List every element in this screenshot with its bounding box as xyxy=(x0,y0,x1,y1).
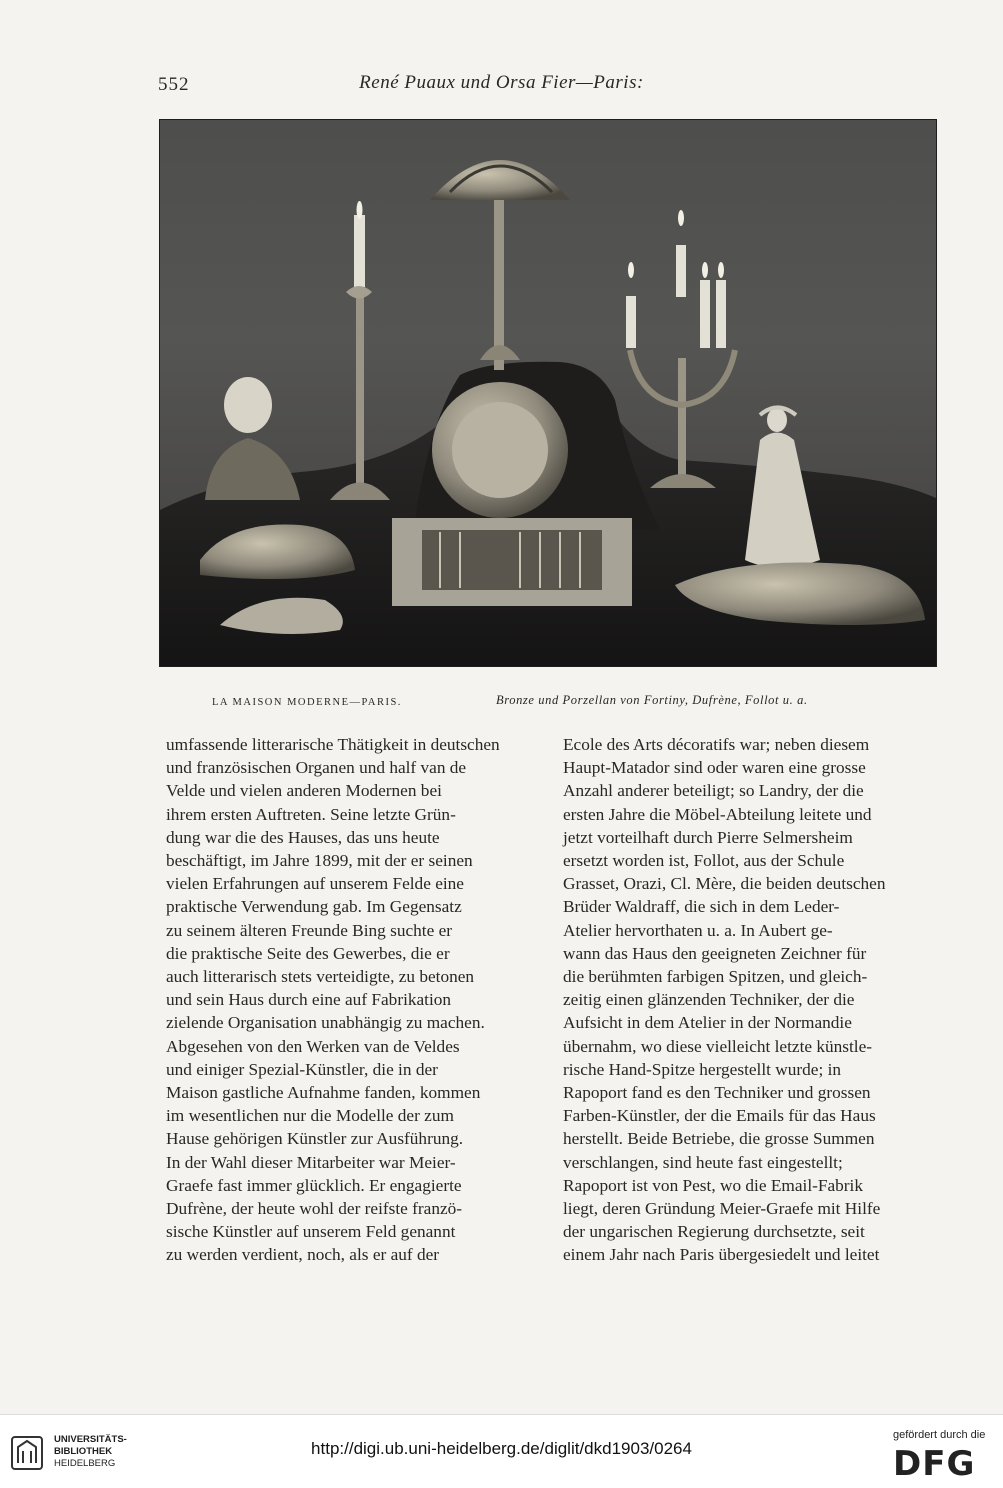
page-number: 552 xyxy=(158,74,190,95)
body-column-left xyxy=(166,733,543,1267)
text-line: Abgesehen von den Werken van de Veldes xyxy=(166,1036,460,1056)
text-line: ersten Jahre die Möbel-Abteilung leitete und xyxy=(563,804,872,824)
text-line: zu seinem älteren Freunde Bing suchte er xyxy=(166,920,453,940)
text-line: dung war die des Hauses, das uns heute xyxy=(166,827,440,847)
text-line: Ecole des Arts décoratifs war; neben diesem xyxy=(563,735,870,754)
body-column-right xyxy=(563,733,933,1267)
text-line: beschäftigt, im Jahre 1899, mit der er seinen xyxy=(166,851,473,871)
text-line: Anzahl anderer beteiligt; so Landry, der die xyxy=(563,781,864,801)
text-line: zielende Organisation unabhängig zu machen. xyxy=(166,1013,485,1033)
text-line: zu werden verdient, noch, als er auf der xyxy=(166,1245,440,1265)
text-line: rische Hand-Spitze hergestellt wurde; in xyxy=(563,1059,842,1079)
photo-plate xyxy=(159,119,937,667)
text-line: wann das Haus den geeigneten Zeichner für xyxy=(563,943,867,963)
text-line: herstellt. Beide Betriebe, die grosse Summen xyxy=(563,1129,875,1149)
permalink-url[interactable]: http://digi.ub.uni-heidelberg.de/diglit/dkd1903/0264 xyxy=(311,1439,692,1458)
text-line: die praktische Seite des Gewerbes, die er xyxy=(166,943,450,963)
text-line: verschlangen, sind heute fast eingestellt; xyxy=(563,1152,843,1172)
still-life-photo xyxy=(160,120,936,666)
viewer-footer xyxy=(0,1414,1003,1488)
text-line: ersetzt worden ist, Follot, aus der Schule xyxy=(563,851,845,871)
text-line: ihrem ersten Auftreten. Seine letzte Grün- xyxy=(166,804,456,824)
text-line: vielen Erfahrungen auf unserem Felde eine xyxy=(166,874,464,894)
text-line: einem Jahr nach Paris übergesiedelt und leitet xyxy=(563,1245,880,1265)
text-line: zeitig einen glänzenden Techniker, der die xyxy=(563,990,855,1010)
text-line: liegt, deren Gründung Meier-Graefe mit Hilfe xyxy=(563,1199,881,1219)
text-line: und französischen Organen und half van de xyxy=(166,758,467,778)
text-line: praktische Verwendung gab. Im Gegensatz xyxy=(166,897,462,917)
text-line: auch litterarisch stets verteidigte, zu betonen xyxy=(166,967,475,987)
text-line: Rapoport ist von Pest, wo die Email-Fabrik xyxy=(563,1175,863,1195)
text-line: Dufrène, der heute wohl der reifste franzö- xyxy=(166,1199,463,1219)
text-line: Velde und vielen anderen Modernen bei xyxy=(166,781,442,801)
text-line: Farben-Künstler, der die Emails für das Haus xyxy=(563,1106,876,1126)
text-line: und einiger Spezial-Künstler, die in der xyxy=(166,1059,438,1079)
dfg-logo-icon: DFG xyxy=(893,1444,976,1484)
text-line: Graefe fast immer glücklich. Er engagierte xyxy=(166,1175,462,1195)
running-head: René Puaux und Orsa Fier—Paris: xyxy=(359,72,644,93)
library-name: UNIVERSITÄTS- BIBLIOTHEK HEIDELBERG xyxy=(54,1434,127,1469)
text-line: Aufsicht in dem Atelier in der Normandie xyxy=(563,1013,852,1033)
text-line: In der Wahl dieser Mitarbeiter war Meier- xyxy=(166,1152,456,1172)
text-line: Hause gehörigen Künstler zur Ausführung. xyxy=(166,1129,464,1149)
text-line: umfassende litterarische Thätigkeit in deutschen xyxy=(166,735,500,754)
text-line: Grasset, Orazi, Cl. Mère, die beiden deutschen xyxy=(563,874,886,894)
text-line: die berühmten farbigen Spitzen, und gleich- xyxy=(563,967,868,987)
text-line: jetzt vorteilhaft durch Pierre Selmersheim xyxy=(563,827,853,847)
funder-text: gefördert durch die xyxy=(893,1429,986,1441)
text-line: Haupt-Matador sind oder waren eine grosse xyxy=(563,758,866,778)
text-line: Rapoport fand es den Techniker und grossen xyxy=(563,1083,871,1103)
figure-caption-left: LA MAISON MODERNE—PARIS. xyxy=(212,697,402,708)
text-line: übernahm, wo diese vielleicht letzte künstle- xyxy=(563,1036,873,1056)
figure-caption-right: Bronze und Porzellan von Fortiny, Dufrène, Follot u. a. xyxy=(496,693,808,707)
text-line: im wesentlichen nur die Modelle der zum xyxy=(166,1106,454,1126)
text-line: sische Künstler auf unserem Feld genannt xyxy=(166,1222,456,1242)
text-line: Atelier hervorthaten u. a. In Aubert ge- xyxy=(563,920,833,940)
text-line: und sein Haus durch eine auf Fabrikation xyxy=(166,990,452,1010)
text-line: der ungarischen Regierung durchsetzte, seit xyxy=(563,1222,865,1242)
text-line: Maison gastliche Aufnahme fanden, kommen xyxy=(166,1083,481,1103)
text-line: Brüder Waldraff, die sich in dem Leder- xyxy=(563,897,840,917)
